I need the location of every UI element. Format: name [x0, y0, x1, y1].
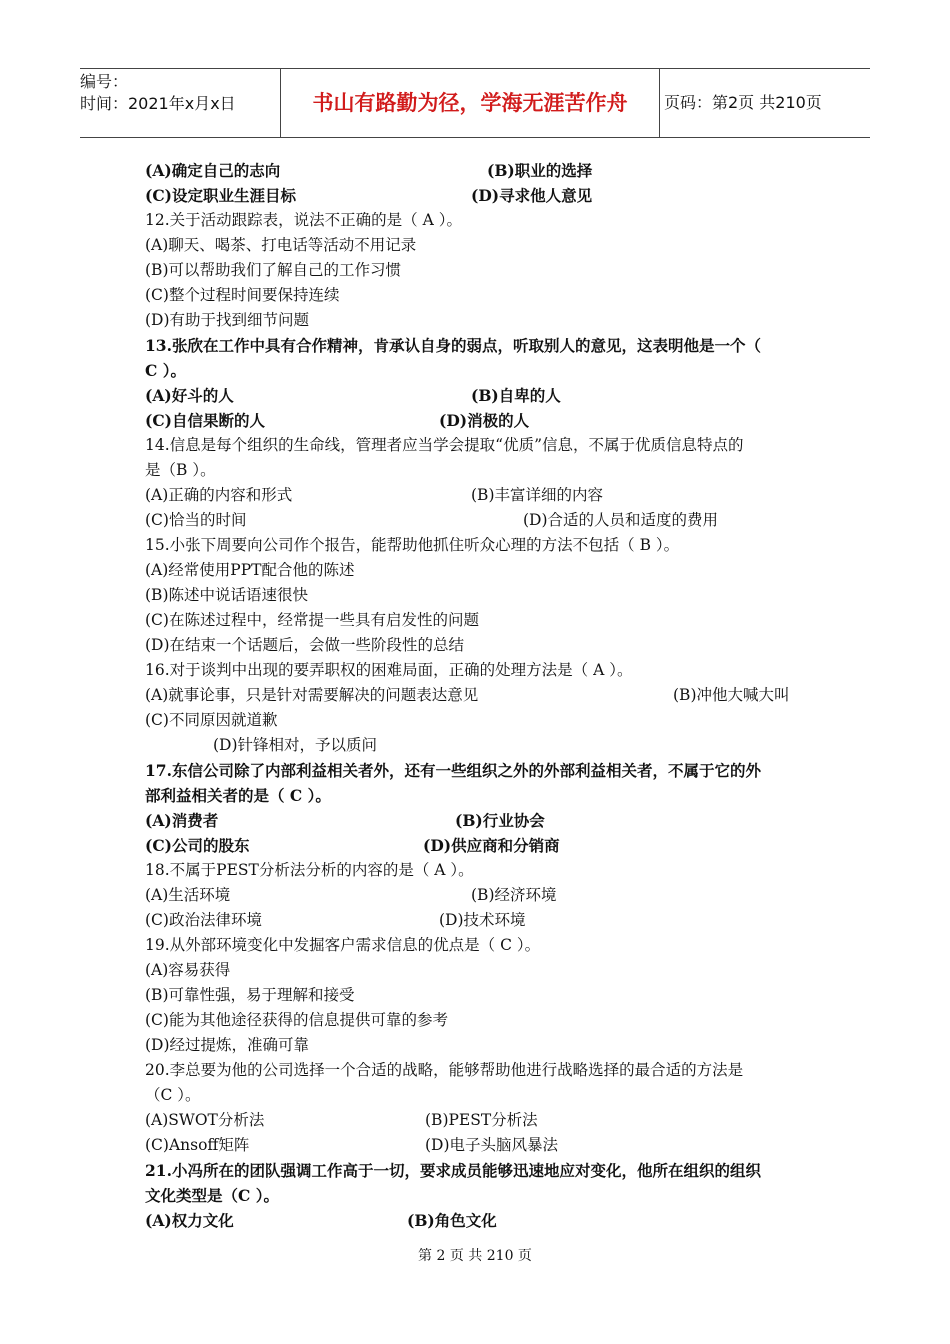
text-line	[145, 708, 815, 733]
text-segment: (B)陈述中说话语速很快	[145, 586, 308, 604]
text-segment: (B)角色文化	[407, 1211, 497, 1230]
text-segment: (C)不同原因就道歉	[145, 711, 278, 729]
text-segment: (C)整个过程时间要保持连续	[145, 286, 340, 304]
text-line	[145, 1208, 815, 1233]
text-line	[145, 1183, 815, 1208]
text-line	[145, 958, 815, 983]
text-segment: 部利益相关者的是（ C ）。	[145, 786, 331, 805]
header-motto: 书山有路勤为径，学海无涯苦作舟	[280, 69, 660, 137]
text-segment: (C)政治法律环境	[145, 911, 262, 929]
text-segment: (A)生活环境	[145, 886, 231, 904]
text-line	[145, 1108, 815, 1133]
text-segment: (D)供应商和分销商	[423, 836, 560, 855]
text-segment: (B)行业协会	[455, 811, 545, 830]
text-segment: (A)好斗的人	[145, 386, 234, 405]
text-line	[145, 258, 815, 283]
text-segment: (D)技术环境	[439, 911, 526, 929]
text-segment: (A)确定自己的志向	[145, 161, 281, 180]
text-line	[145, 1033, 815, 1058]
text-segment: (B)冲他大喊大叫	[673, 686, 790, 704]
text-segment: 12.关于活动跟踪表，说法不正确的是（ A ）。	[145, 211, 462, 229]
text-line	[145, 608, 815, 633]
document-number-label: 编号：	[80, 72, 129, 91]
text-segment: (D)合适的人员和适度的费用	[523, 511, 719, 529]
text-line	[145, 1158, 815, 1183]
text-segment: (B)PEST分析法	[425, 1111, 538, 1129]
text-line	[145, 1058, 815, 1083]
text-segment: (B)可以帮助我们了解自己的工作习惯	[145, 261, 401, 279]
text-line	[145, 758, 815, 783]
text-line	[145, 308, 815, 333]
text-line	[145, 983, 815, 1008]
text-line	[145, 383, 815, 408]
text-line	[145, 783, 815, 808]
text-segment: 文化类型是（C ）。	[145, 1186, 279, 1205]
text-line	[145, 808, 815, 833]
text-segment: (B)职业的选择	[487, 161, 593, 180]
text-segment: (A)聊天、喝茶、打电话等活动不用记录	[145, 236, 417, 254]
text-line	[145, 733, 815, 758]
text-segment: (A)正确的内容和形式	[145, 486, 293, 504]
text-segment: (C)在陈述过程中，经常提一些具有启发性的问题	[145, 611, 479, 629]
text-line	[145, 483, 815, 508]
question-body	[145, 158, 815, 1233]
text-line	[145, 233, 815, 258]
text-segment: (C)自信果断的人	[145, 411, 266, 430]
text-segment: (D)消极的人	[439, 411, 530, 430]
text-line	[145, 908, 815, 933]
text-line	[145, 333, 815, 358]
text-line	[145, 208, 815, 233]
document-time-label: 时间：2021年x月x日	[80, 94, 236, 113]
text-line	[145, 658, 815, 683]
text-segment: (B)可靠性强，易于理解和接受	[145, 986, 355, 1004]
text-segment: 15.小张下周要向公司作个报告，能帮助他抓住听众心理的方法不包括（ B ）。	[145, 536, 680, 554]
page-footer: 第 2 页 共 210 页	[418, 1248, 532, 1264]
text-segment: 19.从外部环境变化中发掘客户需求信息的优点是（ C ）。	[145, 936, 541, 954]
text-segment: 17.东信公司除了内部利益相关者外，还有一些组织之外的外部利益相关者，不属于它的外	[145, 761, 761, 780]
text-segment: (B)自卑的人	[471, 386, 561, 405]
text-segment: 18.不属于PEST分析法分析的内容的是（ A ）。	[145, 861, 474, 879]
text-segment: （C ）。	[145, 1086, 201, 1104]
text-segment: 14.信息是每个组织的生命线，管理者应当学会提取“优质”信息，不属于优质信息特点的	[145, 436, 744, 454]
text-line	[145, 358, 815, 383]
text-line	[145, 633, 815, 658]
text-line	[145, 833, 815, 858]
text-segment: 13.张欣在工作中具有合作精神，肯承认自身的弱点，听取别人的意见，这表明他是一个（	[145, 336, 761, 355]
text-line	[145, 858, 815, 883]
text-line	[145, 583, 815, 608]
text-segment: (A)SWOT分析法	[145, 1111, 265, 1129]
text-line	[145, 508, 815, 533]
text-line	[145, 558, 815, 583]
text-line	[145, 933, 815, 958]
header-meta	[80, 69, 280, 139]
text-segment: 20.李总要为他的公司选择一个合适的战略，能够帮助他进行战略选择的最合适的方法是	[145, 1061, 744, 1079]
text-segment: 21.小冯所在的团队强调工作高于一切，要求成员能够迅速地应对变化，他所在组织的组织	[145, 1161, 761, 1180]
page-header	[80, 68, 870, 138]
text-line	[145, 683, 815, 708]
text-line	[145, 1008, 815, 1033]
text-segment: (D)寻求他人意见	[471, 186, 593, 205]
text-segment: (D)电子头脑风暴法	[425, 1136, 559, 1154]
text-segment: (A)消费者	[145, 811, 219, 830]
text-segment: (C)恰当的时间	[145, 511, 247, 529]
text-segment: (D)在结束一个话题后，会做一些阶段性的总结	[145, 636, 465, 654]
text-segment: 16.对于谈判中出现的要弄职权的困难局面，正确的处理方法是（ A ）。	[145, 661, 633, 679]
text-line	[145, 408, 815, 433]
text-segment: (A)权力文化	[145, 1211, 234, 1230]
text-line	[145, 283, 815, 308]
text-segment: (C)公司的股东	[145, 836, 250, 855]
text-line	[145, 533, 815, 558]
text-segment: (D)经过提炼，准确可靠	[145, 1036, 310, 1054]
text-segment: (A)容易获得	[145, 961, 231, 979]
text-segment: (C)设定职业生涯目标	[145, 186, 297, 205]
text-line	[145, 433, 815, 458]
text-line	[145, 183, 815, 208]
text-segment: (C)Ansoff矩阵	[145, 1136, 250, 1154]
header-page-info: 页码：第2页 共210页	[664, 93, 822, 112]
text-line	[145, 1133, 815, 1158]
text-segment: (B)丰富详细的内容	[471, 486, 603, 504]
text-segment: C ）。	[145, 361, 186, 380]
text-line	[145, 883, 815, 908]
text-line	[145, 458, 815, 483]
text-segment: (C)能为其他途径获得的信息提供可靠的参考	[145, 1011, 448, 1029]
text-segment: (D)针锋相对，予以质问	[213, 736, 378, 754]
text-line	[145, 158, 815, 183]
text-segment: (D)有助于找到细节问题	[145, 311, 310, 329]
text-segment: (B)经济环境	[471, 886, 557, 904]
text-segment: (A)就事论事，只是针对需要解决的问题表达意见	[145, 686, 479, 704]
text-line	[145, 1083, 815, 1108]
text-segment: 是（B ）。	[145, 461, 216, 479]
text-segment: (A)经常使用PPT配合他的陈述	[145, 561, 355, 579]
